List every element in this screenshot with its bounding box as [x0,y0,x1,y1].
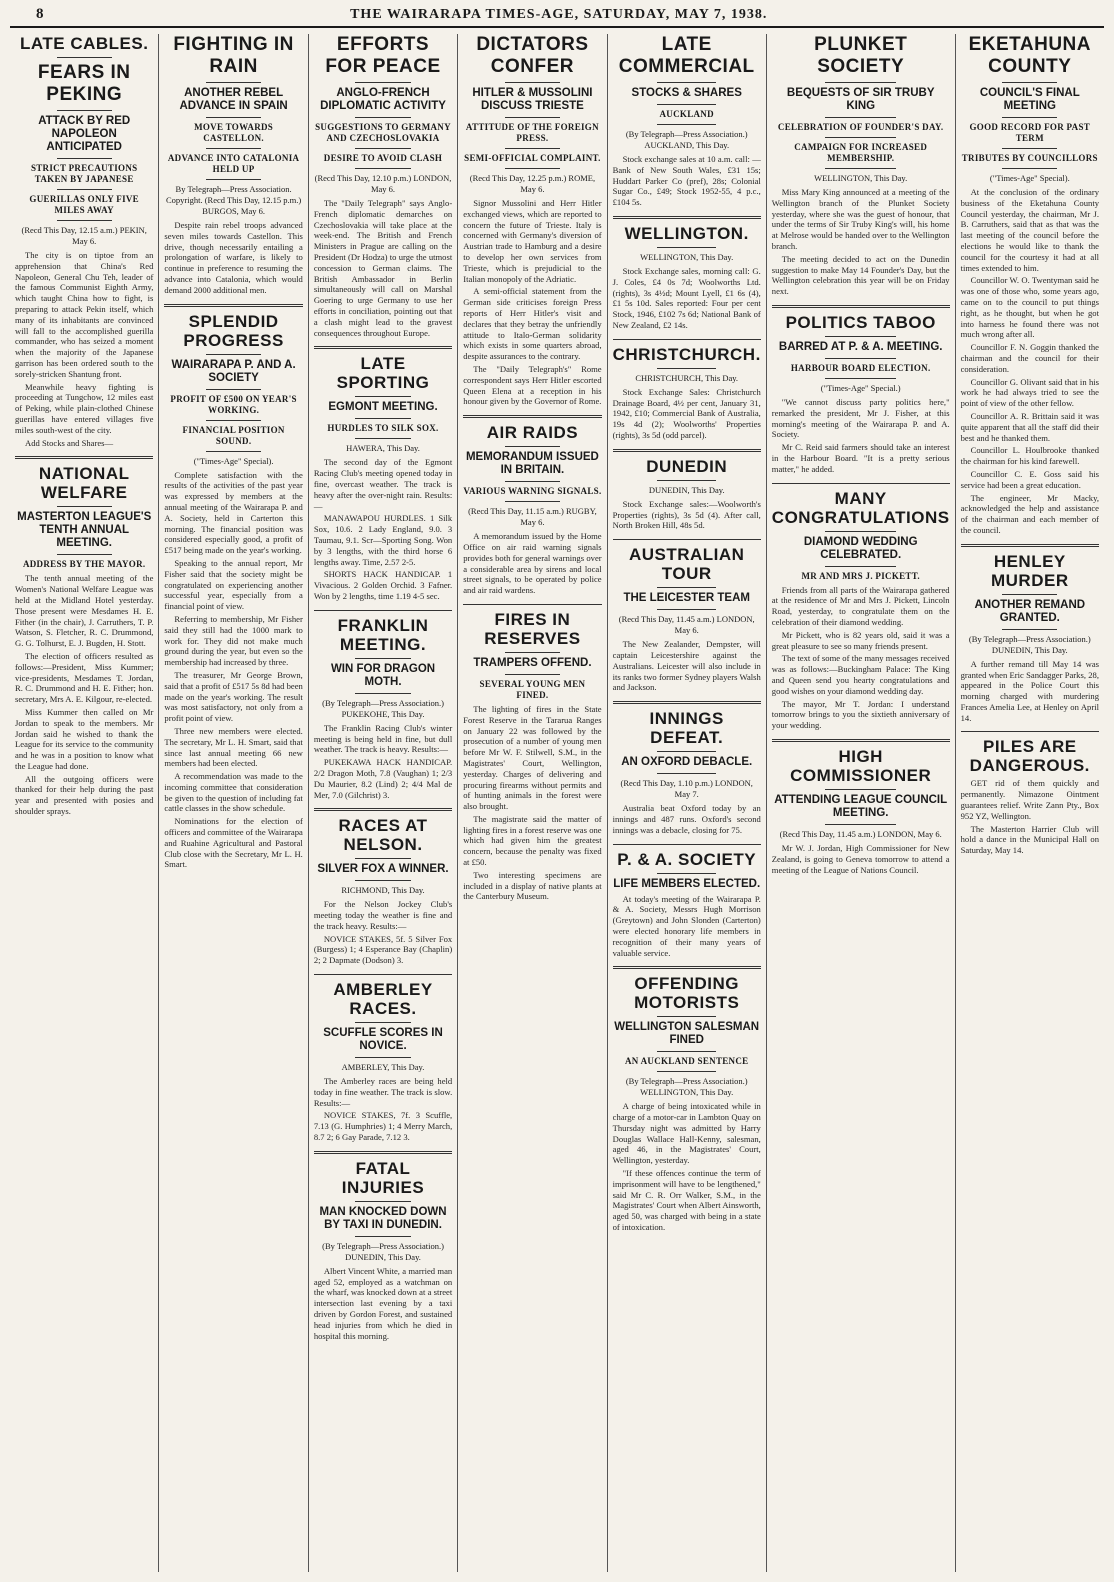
divider [657,609,716,610]
article-headline: CHRISTCHURCH. [612,344,761,364]
article-headline: AIR RAIDS [486,423,579,443]
article [613,449,761,531]
article-headline: NATIONAL WELFARE [38,464,130,503]
divider [206,451,261,452]
divider [505,446,560,447]
article-body [314,899,452,966]
divider [505,481,560,482]
divider [57,189,112,190]
article-paragraph: "If these offences continue the term of imprisonment will have to be lengthened," said Mr C. R. Orr Walker, S.M., in the Magistrates' Court when Albert Ainsworth, aged 50, was charged with being in a state of intoxication. [612,1168,761,1233]
article-subhead: ATTITUDE OF THE FOREIGN PRESS. [465,122,599,143]
article-subhead: TRIBUTES BY COUNCILLORS [961,153,1098,163]
divider [57,158,112,159]
article-paragraph: The Franklin Racing Club's winter meeting is being held in fine, but dull weather. The track is heavy. Results:— [313,722,453,755]
divider [657,1016,716,1017]
article-paragraph: Meanwhile heavy fighting is proceeding at Tungchow, 12 miles east of Peking, while plain-clothed Chinese guerillas have entered villages five miles south-west of the city. [15,381,154,435]
divider [825,82,896,83]
article-body [314,198,452,338]
article-headline: HIGH COMMISSIONER [790,746,932,785]
article-subhead: ANGLO-FRENCH DIPLOMATIC ACTIVITY [320,87,446,112]
divider [825,137,896,138]
article-subhead: WELLINGTON SALESMAN FINED [614,1021,760,1047]
article [613,216,761,331]
article-headline: FEARS IN PEKING [37,62,131,105]
article [463,415,601,596]
divider [355,438,410,439]
article-dateline: CHRISTCHURCH, This Day. [635,372,739,383]
divider [206,354,261,355]
divider [355,168,410,169]
article [961,34,1099,536]
article-headline: OFFENDING MOTORISTS [634,974,740,1013]
page-number: 8 [36,6,44,22]
article-dateline: WELLINGTON, This Day. [640,251,734,262]
divider [206,420,261,421]
divider [657,124,716,125]
divider [825,824,896,825]
article-headline: EKETAHUNA COUNTY [968,34,1091,77]
article-dateline: AMBERLEY, This Day. [341,1062,425,1073]
article [613,34,761,208]
divider [1002,594,1057,595]
article-body [314,1266,452,1342]
divider [355,82,410,83]
article-paragraph: The meeting decided to act on the Dunedin suggestion to make May 14 Founder's Day, but the Wellington celebration this year will be on Friday next. [771,253,950,297]
article-paragraph: A further remand till May 14 was granted when Eric Sandagger Parks, 28, appeared in the Police Court this morning charged with murdering Frances Amelia Lee, at Henley on April 14. [960,658,1099,723]
article-paragraph: Stock exchange sales at 10 a.m. call: —Bank of New South Wales, £31 15s; Huddart Parker Co (pref), 28s; Colonial Sugar Co., £49; Stock 1952-55, 4 p.c., £104 5s. [612,154,761,208]
article-dateline: (Recd This Day, 11.45 a.m.) LONDON, May 6. [779,828,942,839]
article-body [961,778,1099,856]
masthead [10,6,1104,28]
column-7 [956,34,1104,1572]
divider [657,104,716,105]
article-subhead: ANOTHER REMAND GRANTED. [974,598,1086,624]
article-paragraph: A recommendation was made to the incoming committee that consideration be given to the question of including fat cattle classes in the show schedule. [164,771,303,814]
article [463,604,601,902]
divider [657,368,716,369]
article-body [613,499,761,531]
article-headline: DUNEDIN [646,456,728,476]
article [772,483,950,731]
article-body [613,894,761,959]
article-dateline: (By Telegraph—Press Association.) AUCKLAND, This Day. [625,129,748,150]
divider [1002,82,1057,83]
article-paragraph: Miss Kummer then called on Mr Jordan to speak to the members. Mr Jordan said he wished to thank the League for its service to the community and he was in a position to know what the League had done. [15,706,154,771]
article-subhead: ANOTHER REBEL ADVANCE IN SPAIN [179,87,288,112]
article-subhead: TRAMPERS OFFEND. [473,656,592,669]
article-subhead: FINANCIAL POSITION SOUND. [182,424,285,446]
article-subhead: BEQUESTS OF SIR TRUBY KING [786,87,935,112]
divider [1002,168,1057,169]
article-paragraph: Stock Exchange sales, morning call: G. J. Coles, £4 0s 7d; Woolworths Ltd. (rights), 3s 4½d; Mount Lyell, £1 6s (4), £1 5s 10d. Sales reported: Four per cent Stock, 1946, £102 7s 6d; National Bank of New Zealand, £2 14s. [612,265,761,330]
article [314,974,452,1143]
article-body [15,250,153,448]
article-paragraph: Councillor G. Olivant said that in his work he had always tried to see the point of view of the other fellow. [960,376,1099,409]
article-paragraph: The New Zealander, Dempster, will captain Leicestershire against the Australians. Leicester will also include in its ranks two former Sydney players Walsh and Jackson. [612,639,761,693]
column-3 [309,34,458,1572]
article-headline: EFFORTS FOR PEACE [325,34,441,77]
divider [355,658,410,659]
article-paragraph: A memorandum issued by the Home Office on air raid warning signals provides both for general warnings over a considerable area by sirens and local street signals, to be operated by police and air raid wardens. [463,531,602,596]
article [314,610,452,801]
article-dateline: (Recd This Day, 1.10 p.m.) LONDON, May 7. [620,778,753,800]
article-dateline: ("Times-Age" Special). [989,173,1070,183]
article-headline: HENLEY MURDER [990,551,1069,590]
article-subhead: PROFIT OF £500 ON YEAR'S WORKING. [170,393,297,415]
divider [1002,148,1057,149]
column-1 [10,34,159,1572]
article [314,1151,452,1342]
divider [825,168,896,169]
article-dateline: By Telegraph—Press Association. Copyright. (Recd This Day, 12.15 p.m.) BURGOS, May 6. [165,184,302,216]
article-headline: PLUNKET SOCIETY [814,34,908,77]
divider [206,117,261,118]
article-paragraph: PUKEKAWA HACK HANDICAP. 2/2 Dragon Moth, 7.8 (Vaughan) 1; 2/3 Du Maurier, 8.2 (Lind) 2; 4/4 Mal de Mer, 7.0 (Gilchrist) 3. [313,757,453,800]
divider [355,1236,410,1237]
divider [355,1057,410,1058]
article-headline: SPLENDID PROGRESS [183,311,284,350]
article-dateline: (By Telegraph—Press Association.) DUNEDIN, This Day. [968,633,1091,655]
divider [825,336,896,337]
divider [57,220,112,221]
article [15,456,153,817]
article-subhead: ADDRESS BY THE MAYOR. [22,559,146,570]
article-body [314,1076,452,1143]
article-subhead: BARRED AT P. & A. MEETING. [778,340,943,353]
article-subhead: SEMI-OFFICIAL COMPLAINT. [464,153,601,163]
article [961,544,1099,724]
article-subhead: AN OXFORD DEBACLE. [621,756,753,769]
article-paragraph: The election of officers resulted as follows:—President, Miss Kummer; vice-presidents, Mesdames T. Jordan, R. C. Drummond and H. E. Fither; hon. secretary, Mrs A. E. Kilgour, re-elected. [15,650,154,705]
article-subhead: VARIOUS WARNING SIGNALS. [463,486,602,497]
article-body [772,843,950,875]
article-body [164,470,302,871]
article-subhead: MASTERTON LEAGUE'S TENTH ANNUAL MEETING. [17,511,152,550]
divider [57,554,112,555]
article-headline: AUSTRALIAN TOUR [628,545,745,584]
article-paragraph: Miss Mary King announced at a meeting of the Wellington branch of the Plunket Society yesterday, where she was the guest of honour, that under the terms of Sir Truby King's will, his home at Melrose would be handed over to the Wellington branch. [771,187,950,251]
article-paragraph: A charge of being intoxicated while in charge of a motor-car in Lambton Quay on Thursday night was admitted by Harry Douglas Wallace Hall-Kenny, salesman, aged 46, in the Magistrates' Court, Wellington, yesterday. [612,1101,761,1166]
divider [505,148,560,149]
article-paragraph: A semi-official statement from the German side criticises foreign Press reports of Herr Hitler's visit and declares that they betray the unfriendly attitude to Italo-German solidarity which exists in some quarters abroad, despite assurances to the contrary. [463,286,602,362]
divider [355,1022,410,1023]
divider [657,773,716,774]
article-subhead: ATTACK BY RED NAPOLEON ANTICIPATED [38,115,131,153]
article [772,739,950,875]
article [772,305,950,475]
article-subhead: MAN KNOCKED DOWN BY TAXI IN DUNEDIN. [319,1205,447,1231]
divider [355,880,410,881]
divider [657,751,716,752]
article-subhead: SCUFFLE SCORES IN NOVICE. [323,1027,443,1053]
divider [825,566,896,567]
article-paragraph: Referring to membership, Mr Fisher said they still had the 1000 mark to work for. They did not make much ground during the year, but even so the membership had increased by three. [164,613,303,668]
article-paragraph: Councillor L. Houlbrooke thanked the chairman for his kind farewell. [960,445,1099,467]
article-paragraph: At the conclusion of the ordinary business of the Eketahuna County Council yesterday, the chairman, Mr J. B. Carruthers, said that as that was the last meeting of the council before the elections he would like to thank the council for the courtesy it had at all times extended to him. [960,187,1099,273]
article-dateline: (By Telegraph—Press Association.) DUNEDIN, This Day. [322,1240,444,1262]
article-paragraph: The mayor, Mr T. Jordan: I understand tomorrow brings to you the sixtieth anniversary of your wedding. [771,698,950,731]
article [463,34,601,407]
article-headline: FIGHTING IN RAIN [173,34,294,77]
article-paragraph: Albert Vincent White, a married man aged 52, employed as a watchman on the wharf, was knocked down at a street intersection last evening by a taxi driven by Gordon Forest, and sustained head injuries from which he died in hospital this morning. [313,1265,453,1341]
divider [1002,117,1057,118]
article-paragraph: The Masterton Harrier Club will hold a dance in the Municipal Hall on Saturday, May 14. [960,823,1099,856]
divider [355,148,410,149]
article-paragraph: MANAWAPOU HURDLES. 1 Silk Sox, 10.6. 2 Lady England, 9.0. 3 Taumau, 9.1. Scr—Sporting Song. Won by 3 lengths, with the third horse 6 lengths away. Time, 2.57 2-5. [313,513,453,567]
divider [57,506,112,507]
article-paragraph: Australia beat Oxford today by an innings and 487 runs. Oxford's second innings was a debacle, closing for 75. [612,803,761,835]
divider [657,1051,716,1052]
article-paragraph: Add Stocks and Shares— [25,437,114,448]
article-headline: FIRES IN RESERVES [484,609,581,648]
article [961,731,1099,856]
article-headline: WELLINGTON. [624,223,749,243]
divider [825,358,896,359]
article-subhead: THE LEICESTER TEAM [623,592,750,605]
divider [505,501,560,502]
article-subhead: WIN FOR DRAGON MOTH. [330,662,436,688]
article-body [164,220,302,296]
article-paragraph: Signor Mussolini and Herr Hitler exchanged views, which are reported to concern the future of Trieste. Italy is concerned with Germany's diversion of Austrian trade to Hamburg and a desire to develop her own services from Trieste, which is prejudicial to the Italian monopoly of the Adriatic. [463,198,602,284]
article-dateline: (Recd This Day, 12.15 a.m.) PEKIN, May 6. [21,225,147,246]
article-body [613,803,761,835]
article-dateline: WELLINGTON, This Day. [814,173,908,183]
article [613,539,761,693]
article-paragraph: The engineer, Mr Macky, acknowledged the help and assistance of the chairman and each member of the council. [960,492,1099,535]
article-paragraph: At today's meeting of the Wairarapa P. & A. Society, Messrs Hugh Morrison (Greytown) and John Slonden (Carterton) were elected honorary life members in recognition of their many years of valuable service. [612,893,761,958]
article-headline: AMBERLEY RACES. [333,980,433,1019]
article-body [314,723,452,801]
article-subhead: MR AND MRS J. PICKETT. [801,570,920,581]
article-body [772,585,950,731]
divider [505,674,560,675]
article-subhead: WAIRARAPA P. AND A. SOCIETY [171,358,296,384]
article-paragraph: The city is on tiptoe from an apprehension that China's Red Napoleon, General Chu Teh, leader of the famous Communist Eighth Army, which taught China how to fight, is preparing to attack Pekin itself, which many of its inhabitants are convinced will fall to the accomplished guerilla commander, who has seized a moment when the majority of the Japanese garrison has been ordered south to the sorely-stricken Shantung front. [15,250,154,379]
article-body [463,531,601,596]
article-paragraph: The second day of the Egmont Racing Club's meeting opened today in fine, overcast weather. The track is heavy after the over-night rain. Results:— [313,457,453,511]
article-paragraph: Councillor A. R. Brittain said it was quite apparent that all the staff did their best and he thanked them. [960,410,1099,443]
article-subhead: HURDLES TO SILK SOX. [327,423,439,434]
column-2 [159,34,308,1572]
article-paragraph: Stock Exchange Sales: Christchurch Drainage Board, 4½ per cent, January 31, 1942, £10; Commercial Bank of Australia, 19s 4d (2); Woolworths' Properties (rights), 3s 5d (odd parcel). [612,386,761,440]
column-6 [767,34,956,1572]
divider [206,389,261,390]
article [314,34,452,338]
divider [1002,629,1057,630]
article-body [463,198,601,407]
article-body [613,266,761,331]
article-subhead: HARBOUR BOARD ELECTION. [790,362,931,373]
article-paragraph: The text of some of the many messages received was as follows:—Buckingham Palace: The King and Queen send you hearty congratulations and good wishes on your diamond wedding day. [771,653,950,696]
article-body [772,187,950,297]
article-dateline: (By Telegraph—Press Association.) WELLINGTON, This Day. [625,1076,748,1098]
article-headline: DICTATORS CONFER [476,34,589,77]
article-subhead: MOVE TOWARDS CASTELLON. [194,122,274,143]
article-paragraph: Councillor W. O. Twentyman said he was one of those who, some years ago, came on to the council to put things right, as he thought, but when he got into harness he found there was not much wrong after all. [960,275,1099,340]
article [314,808,452,966]
columns-container [10,34,1104,1572]
article-body [613,387,761,441]
divider [657,1071,716,1072]
divider [355,1201,410,1202]
article-subhead: DIAMOND WEDDING CELEBRATED. [803,535,918,561]
article-paragraph: "We cannot discuss party politics here," remarked the president, Mr J. Fisher, at this morning's meeting of the Wairarapa P. and A. Society. [771,396,950,440]
divider [355,858,410,859]
article-paragraph: Three new members were elected. The secretary, Mr L. H. Smart, said that since last annual meeting 66 new members had been elected. [164,725,303,769]
article-dateline: HAWERA, This Day. [346,443,420,454]
article-paragraph: NOVICE STAKES, 5f. 5 Silver Fox (Burgess) 1; 4 Esperance Bay (Chaplin) 2; 2 Dapmate (Dodson) 3. [313,933,453,966]
article-paragraph: The lighting of fires in the State Forest Reserve in the Tararua Ranges on January 22 was followed by the prosecution of a number of young men before Mr W. F. Stilwell, S.M., in the Magistrates' Court, Wellington, yesterday. Charges of delivering and procuring firearms without permits and of hunting animals in the forest were also brought. [463,703,602,812]
article-dateline: DUNEDIN, This Day. [648,484,725,495]
article-subhead: ATTENDING LEAGUE COUNCIL MEETING. [774,793,948,819]
article-paragraph: Councillor F. N. Goggin thanked the chairman and the council for their consideration. [960,342,1099,374]
article-paragraph: NOVICE STAKES, 7f. 3 Scuffle, 7.13 (G. Humphries) 1; 4 Merry March, 8.7 2; 6 Gay Parade, 7.12 3. [313,1110,453,1143]
article-body [613,154,761,208]
article-paragraph: Councillor C. E. Goss said his service had been a great education. [960,468,1099,490]
article-paragraph: The "Daily Telegraph" says Anglo-French diplomatic demarches on Czechoslovakia will take place at the week-end. The British and French Ministers in Prague are calling on the President (Dr Hodza) to urge the utmost concession to German claims. The British Ambassador in Berlin simultaneously will call on Marshal Goering to urge Germany to use her efforts in conciliation, pointing out that a clash might lead to the gravest consequences throughout Europe. [313,198,453,338]
article-paragraph: The Amberley races are being held today in fine weather. The track is slow. Results:— [313,1076,453,1108]
article-subhead: SILVER FOX A WINNER. [317,863,449,876]
divider [355,117,410,118]
article-body [961,187,1099,536]
article-paragraph: The magistrate said the matter of lighting fires in a forest reserve was one which had given him the greatest concern, because the penalty was fixed at £50. [463,813,602,868]
article-subhead: CELEBRATION OF FOUNDER'S DAY. [777,122,944,132]
article-paragraph: Mr Pickett, who is 82 years old, said it was a great pleasure to see so many friends present. [771,629,950,651]
article [613,339,761,441]
article-paragraph: SHORTS HACK HANDICAP. 1 Vivacious. 2 Golden Orchid. 3 Fafner. Won by 2 lengths, time 1.19 4-5 sec. [313,569,453,601]
divider [825,789,896,790]
divider [657,82,716,83]
divider [657,587,716,588]
article-paragraph: Complete satisfaction with the results of the activities of the past year was expressed by members at the annual meeting of the Wairarapa P. and A. Society, held in Carterton this morning. The financial position was considered especially good, a profit of £517 being made on the year's working. [164,469,303,556]
divider [206,82,261,83]
article-subhead: EGMONT MEETING. [328,401,438,414]
article [772,34,950,297]
article-subhead: COUNCIL'S FINAL MEETING [979,87,1080,112]
divider [657,873,716,874]
article-dateline: (Recd This Day, 11.15 a.m.) RUGBY, May 6. [468,506,597,528]
article-dateline: (Recd This Day, 12.25 p.m.) ROME, May 6. [469,173,596,194]
article-subhead: ADVANCE INTO CATALONIA HELD UP [167,153,300,174]
article-body [961,659,1099,724]
article-headline: INNINGS DEFEAT. [649,709,724,748]
divider [505,117,560,118]
newspaper-title: THE WAIRARAPA TIMES-AGE, SATURDAY, MAY 7, 1938. [350,7,768,22]
article-body [613,639,761,693]
article-headline: FRANKLIN MEETING. [337,615,429,654]
divider [206,179,261,180]
article-paragraph: The treasurer, Mr George Brown, said that a profit of £517 5s 8d had been made on the year's working. The result was most satisfactory, not only from a profit point of view. [164,669,303,724]
article-paragraph: All the outgoing officers were thanked for their help during the past year and presented with posies and shoulder sprays. [15,773,154,817]
article-headline: P. & A. SOCIETY [617,849,757,869]
article-dateline: ("Times-Age" Special.) [820,382,901,393]
article [164,304,302,871]
article [314,346,452,601]
article-subhead: GUERILLAS ONLY FIVE MILES AWAY [29,194,139,215]
article-paragraph: Mr C. Reid said farmers should take an interest in the Harbour Board. "It is a pretty serious matter," he added. [771,442,950,474]
article-subhead: STOCKS & SHARES [631,87,742,99]
article-dateline: (Recd This Day, 11.45 a.m.) LONDON, May 6. [618,614,755,636]
article-subhead: DESIRE TO AVOID CLASH [323,153,443,163]
article [613,701,761,835]
article-dateline: ("Times-Age" Special). [193,455,274,466]
article-headline: POLITICS TABOO [785,312,936,332]
divider [57,57,112,58]
article [613,966,761,1233]
article-kicker: LATE CABLES. [19,34,149,53]
article-body [772,397,950,475]
divider [355,693,410,694]
article-headline: PILES ARE DANGEROUS. [969,737,1090,776]
article-paragraph: Mr W. J. Jordan, High Commissioner for New Zealand, is going to Geneva tomorrow to attend a meeting of the League of Nations Council. [771,842,950,875]
article-paragraph: Friends from all parts of the Wairarapa gathered at the residence of Mr and Mrs J. Pickett, Lincoln Road, yesterday, to congratulate them on the celebration of their diamond wedding. [771,584,950,627]
article-subhead: SEVERAL YOUNG MEN FINED. [479,678,586,700]
article-paragraph: Nominations for the election of officers and committee of the Wairarapa and Ruahine Agricultural and Pastoral Club close with the Secretary, Mr L. H. Smart. [164,816,303,870]
article-paragraph: GET rid of them quickly and permanently. Nimazone Ointment guarantees relief. Write Zann Pty., Box 952 YZ, Wellington. [960,778,1099,821]
article [613,844,761,959]
article-subhead: HITLER & MUSSOLINI DISCUSS TRIESTE [472,87,593,112]
article-body [613,1101,761,1233]
article-subhead: MEMORANDUM ISSUED IN BRITAIN. [465,451,599,477]
divider [657,480,716,481]
column-4 [458,34,607,1572]
divider [825,378,896,379]
article-body [463,704,601,902]
article-dateline: (Recd This Day, 12.10 p.m.) LONDON, May 6. [314,173,452,194]
divider [206,148,261,149]
article-subhead: AUCKLAND [659,109,714,119]
divider [505,652,560,653]
divider [57,110,112,111]
divider [505,168,560,169]
article [164,34,302,296]
divider [825,117,896,118]
divider [505,82,560,83]
article-paragraph: Despite rain rebel troops advanced seven miles towards Castellon. This drive, though necessarily entailing a prolongation of warfare, is likely to continue in preference to resuming the advance into Catalonia, which would demand 2000 additional men. [164,220,303,295]
divider [825,531,896,532]
article-subhead: SUGGESTIONS TO GERMANY AND CZECHOSLOVAKIA [315,122,451,143]
article-paragraph: The tenth annual meeting of the Women's National Welfare League was held at the Midland Hotel yesterday. Those present were Mesdames H. E. Fither (in the chair), J. Carruthers, T. P. Watson, S. Fletcher, R. C. Drummond, G. G. Tolhurst, E. J. Bugden, H. Stott. [15,573,154,649]
divider [657,247,716,248]
article-subhead: GOOD RECORD FOR PAST TERM [969,122,1091,143]
article-subhead: AN AUCKLAND SENTENCE [624,1056,749,1067]
article-body [314,457,452,601]
article-dateline: (By Telegraph—Press Association.) PUKEKOHE, This Day. [322,697,444,719]
divider [355,418,410,419]
article-dateline: RICHMOND, This Day. [341,885,425,896]
article-paragraph: Speaking to the annual report, Mr Fisher said that the society might be congratulated on experiencing another successful year, especially from a financial point of view. [164,557,303,612]
column-5 [608,34,767,1572]
article [15,34,153,448]
article-paragraph: Stock Exchange sales:—Woolworth's Properties (rights), 3s 5d (4). After call, North Broken Hill, 48s 5d. [612,498,761,531]
article-subhead: LIFE MEMBERS ELECTED. [613,877,761,890]
article-paragraph: Two interesting specimens are included in a display of native plants at the Canterbury Museum. [463,869,602,902]
article-body [15,573,153,817]
article-subhead: CAMPAIGN FOR INCREASED MEMBERSHIP. [794,142,928,163]
divider [355,396,410,397]
article-headline: FATAL INJURIES [341,1158,425,1197]
article-headline: LATE COMMERCIAL [618,34,755,77]
article-paragraph: For the Nelson Jockey Club's meeting today the weather is fine and the track heavy. Results:— [313,899,453,931]
article-paragraph: The "Daily Telegraph's" Rome correspondent says Herr Hitler escorted Queen Elena at a reception in his honour given by the Governor of Rome. [463,363,602,407]
article-headline: LATE SPORTING [336,354,430,393]
article-headline: RACES AT NELSON. [338,816,428,855]
article-subhead: STRICT PRECAUTIONS TAKEN BY JAPANESE [30,163,138,184]
article-headline: MANY CONGRATULATIONS [771,488,950,527]
